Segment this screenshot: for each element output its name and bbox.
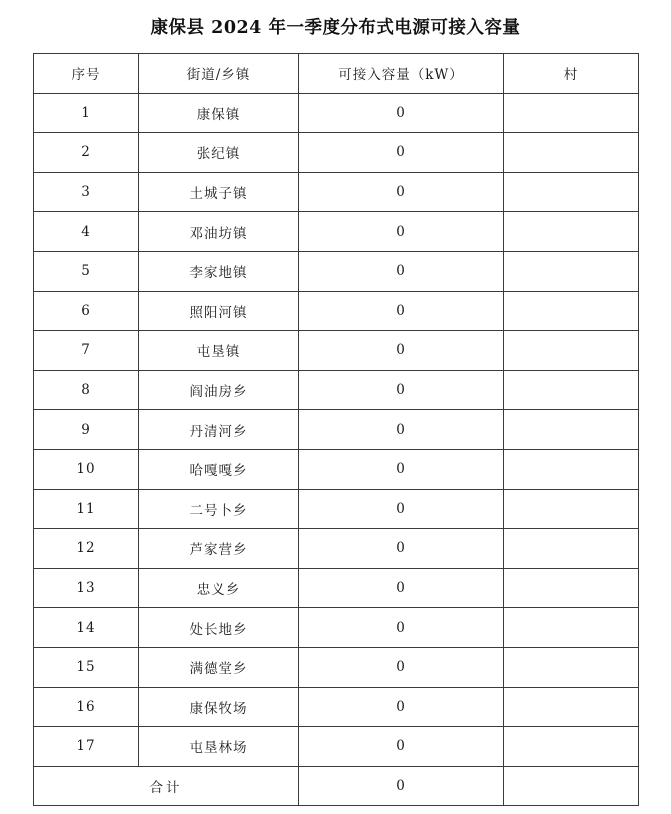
table-row <box>34 331 639 371</box>
column-header-town: 街道/乡镇 <box>139 54 299 94</box>
column-header-index: 序号 <box>34 54 139 94</box>
table-row <box>34 251 639 291</box>
cell-capacity: 0 <box>299 133 504 173</box>
table-row <box>34 647 639 687</box>
cell-index: 1 <box>34 93 139 133</box>
cell-index: 4 <box>34 212 139 252</box>
cell-town: 阎油房乡 <box>139 370 299 410</box>
table-row <box>34 410 639 450</box>
cell-town: 芦家营乡 <box>139 529 299 569</box>
cell-town: 忠义乡 <box>139 568 299 608</box>
cell-village <box>504 133 639 173</box>
cell-index: 6 <box>34 291 139 331</box>
table-row <box>34 449 639 489</box>
table-header-row <box>34 54 639 94</box>
cell-capacity: 0 <box>299 529 504 569</box>
capacity-table <box>33 53 639 806</box>
cell-village <box>504 212 639 252</box>
cell-town: 邓油坊镇 <box>139 212 299 252</box>
cell-total-capacity: 0 <box>299 766 504 806</box>
cell-town: 丹清河乡 <box>139 410 299 450</box>
cell-index: 10 <box>34 449 139 489</box>
table-row <box>34 608 639 648</box>
cell-village <box>504 93 639 133</box>
cell-capacity: 0 <box>299 172 504 212</box>
table-header <box>34 54 639 94</box>
cell-village <box>504 529 639 569</box>
cell-capacity: 0 <box>299 331 504 371</box>
cell-village <box>504 449 639 489</box>
cell-village <box>504 370 639 410</box>
cell-village <box>504 410 639 450</box>
table-row <box>34 93 639 133</box>
cell-village <box>504 172 639 212</box>
cell-village <box>504 291 639 331</box>
cell-village <box>504 647 639 687</box>
cell-town: 满德堂乡 <box>139 647 299 687</box>
cell-village <box>504 687 639 727</box>
cell-town: 处长地乡 <box>139 608 299 648</box>
cell-total-village <box>504 766 639 806</box>
table-body <box>34 93 639 806</box>
cell-capacity: 0 <box>299 727 504 767</box>
cell-index: 2 <box>34 133 139 173</box>
cell-village <box>504 251 639 291</box>
cell-town: 屯垦镇 <box>139 331 299 371</box>
cell-index: 13 <box>34 568 139 608</box>
cell-index: 12 <box>34 529 139 569</box>
cell-village <box>504 489 639 529</box>
cell-index: 16 <box>34 687 139 727</box>
cell-capacity: 0 <box>299 291 504 331</box>
cell-town: 土城子镇 <box>139 172 299 212</box>
table-row <box>34 291 639 331</box>
cell-capacity: 0 <box>299 410 504 450</box>
cell-index: 7 <box>34 331 139 371</box>
cell-town: 康保镇 <box>139 93 299 133</box>
cell-capacity: 0 <box>299 687 504 727</box>
cell-village <box>504 727 639 767</box>
table-row <box>34 529 639 569</box>
cell-capacity: 0 <box>299 608 504 648</box>
table-container <box>0 53 671 806</box>
table-row <box>34 687 639 727</box>
cell-index: 3 <box>34 172 139 212</box>
cell-capacity: 0 <box>299 93 504 133</box>
cell-index: 9 <box>34 410 139 450</box>
cell-town: 屯垦林场 <box>139 727 299 767</box>
table-row <box>34 370 639 410</box>
table-row <box>34 489 639 529</box>
cell-town: 哈嘎嘎乡 <box>139 449 299 489</box>
cell-village <box>504 608 639 648</box>
cell-capacity: 0 <box>299 489 504 529</box>
table-row <box>34 212 639 252</box>
cell-capacity: 0 <box>299 647 504 687</box>
page-title: 康保县 2024 年一季度分布式电源可接入容量 <box>150 18 521 38</box>
cell-capacity: 0 <box>299 568 504 608</box>
cell-town: 康保牧场 <box>139 687 299 727</box>
cell-village <box>504 331 639 371</box>
cell-town: 二号卜乡 <box>139 489 299 529</box>
cell-total-label: 合计 <box>34 766 299 806</box>
cell-capacity: 0 <box>299 212 504 252</box>
table-row <box>34 172 639 212</box>
cell-index: 17 <box>34 727 139 767</box>
cell-town: 李家地镇 <box>139 251 299 291</box>
cell-index: 5 <box>34 251 139 291</box>
table-row <box>34 133 639 173</box>
table-row <box>34 727 639 767</box>
column-header-capacity: 可接入容量（kW） <box>299 54 504 94</box>
cell-village <box>504 568 639 608</box>
cell-capacity: 0 <box>299 370 504 410</box>
cell-index: 15 <box>34 647 139 687</box>
table-total-row <box>34 766 639 806</box>
cell-index: 8 <box>34 370 139 410</box>
cell-index: 14 <box>34 608 139 648</box>
cell-capacity: 0 <box>299 251 504 291</box>
cell-town: 张纪镇 <box>139 133 299 173</box>
cell-town: 照阳河镇 <box>139 291 299 331</box>
cell-index: 11 <box>34 489 139 529</box>
cell-capacity: 0 <box>299 449 504 489</box>
column-header-village: 村 <box>504 54 639 94</box>
table-row <box>34 568 639 608</box>
